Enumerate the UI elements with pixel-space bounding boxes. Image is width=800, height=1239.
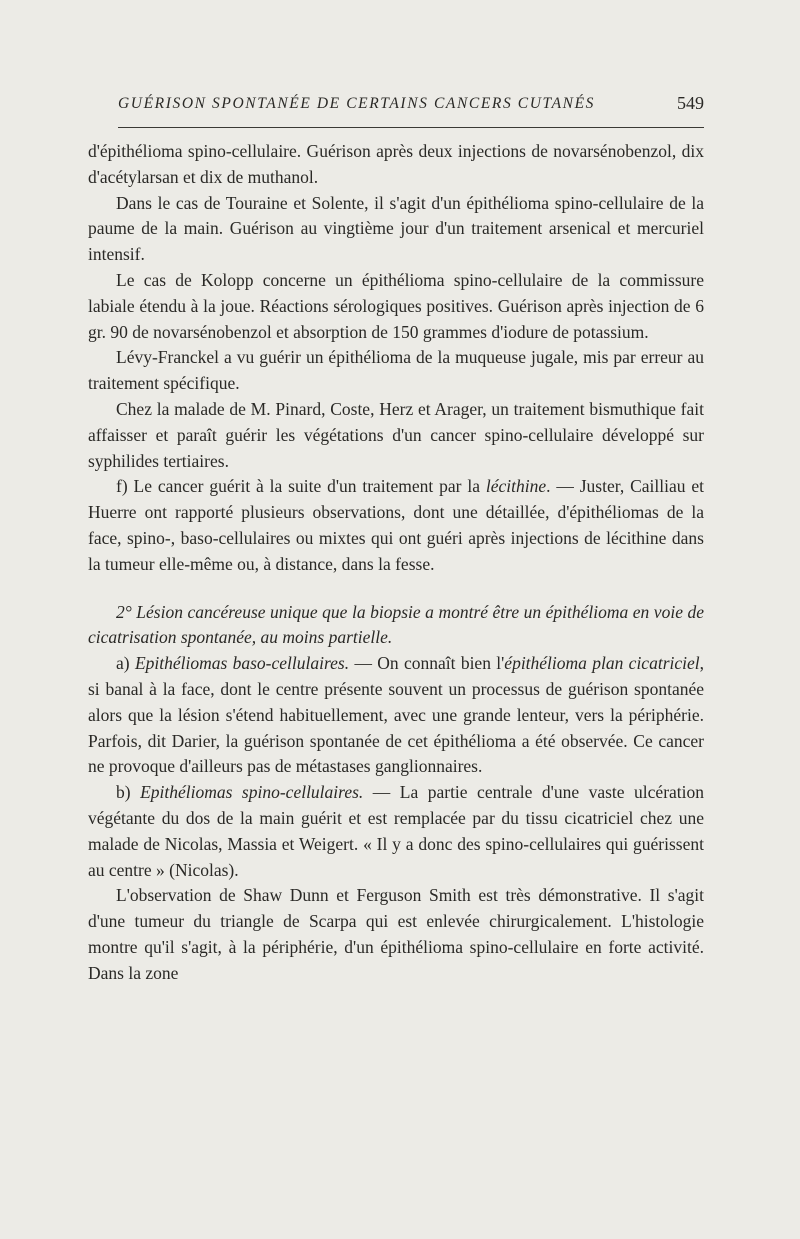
- item-marker-f: f): [116, 476, 128, 497]
- header-rule: [118, 127, 704, 128]
- paragraph-lecithine: [88, 474, 704, 577]
- paragraph-continuation: d'épithélioma spino-cellulaire. Guérison après deux injections de novarsénobenzol, dix d'acétylarsan et dix de muthanol.: [88, 141, 704, 187]
- item-marker-a: a): [116, 653, 130, 674]
- paragraph-touraine-solente: Dans le cas de Touraine et Solente, il s'agit d'un épithélioma spino-cellulaire de la paume de la main. Guérison au vingtième jour d'un traitement arsenical et mercuriel intensif.: [88, 192, 704, 265]
- baso-rest: , si banal à la face, dont le centre présente souvent un processus de guérison spontanée alors que la lésion s'étend habituellement, avec une grande lenteur, vers la périphérie. Parfois, dit Darier, la guérison spontanée de cet épithélioma a été observée. Ce cancer ne provoque d'ailleurs pas de métastases ganglionnaires.: [88, 653, 704, 777]
- lecithine-rest: . — Juster, Cailliau et Huerre ont rapporté plusieurs observations, dont une détaillée, d'épithéliomas de la face, spino-, baso-cellulaires ou mixtes qui ont guéri après injections de lécithine dans la tumeur elle-même ou, à distance, dans la fesse.: [88, 476, 705, 574]
- page-header: [88, 95, 708, 119]
- running-title: GUÉRISON SPONTANÉE DE CERTAINS CANCERS CUTANÉS: [118, 95, 596, 112]
- paragraph-pinard: Chez la malade de M. Pinard, Coste, Herz et Arager, un traitement bismuthique fait affaisser et paraît guérir les végétations d'un cancer spino-cellulaire développé sur syphilides tertiaires.: [88, 398, 704, 471]
- section-heading-2: 2° Lésion cancéreuse unique que la biopsie a montré être un épithélioma en voie de cicatrisation spontanée, au moins partielle.: [88, 601, 704, 648]
- term-lecithine: lécithine: [485, 476, 547, 497]
- paragraph-spino-cellulaires: [88, 780, 704, 883]
- item-marker-b: b): [116, 782, 131, 803]
- paragraph-shaw-dunn: L'observation de Shaw Dunn et Ferguson Smith est très démonstrative. Il s'agit d'une tumeur du triangle de Scarpa qui est enlevée chirurgicalement. L'histologie montre qu'il s'agit, à la périphérie, d'un épithélioma spino-cellulaire en forte activité. Dans la zone: [88, 885, 704, 983]
- paragraph-kolopp: Le cas de Kolopp concerne un épithélioma spino-cellulaire de la commissure labiale étendu à la joue. Réactions sérologiques positives. Guérison après injection de 6 gr. 90 de novarsénobenzol et absorption de 150 grammes d'iodure de potassium.: [88, 269, 704, 342]
- subheading-spino: Epithéliomas spino-cellulaires.: [140, 782, 364, 803]
- paragraph-levy-franckel: Lévy-Franckel a vu guérir un épithélioma de la muqueuse jugale, mis par erreur au traitement spécifique.: [88, 347, 704, 394]
- section-spacer: [88, 578, 704, 600]
- spino-rest: — La partie centrale d'une vaste ulcération végétante du dos de la main guérit et est remplacée par du tissu cicatriciel chez une malade de Nicolas, Massia et Weigert. « Il y a donc des spino-cellulaires qui guérissent au centre » (Nicolas).: [88, 782, 705, 880]
- paragraph-baso-cellulaires: [88, 651, 704, 780]
- page-number: 549: [677, 93, 704, 113]
- term-epithelioma-plan: épithélioma plan cicatriciel: [504, 653, 700, 674]
- body-text: [88, 139, 704, 987]
- baso-lead: — On connaît bien l': [354, 653, 505, 674]
- subheading-baso: Epithéliomas baso-cellulaires.: [134, 653, 350, 674]
- lecithine-lead: Le cancer guérit à la suite d'un traitement par la: [133, 476, 480, 497]
